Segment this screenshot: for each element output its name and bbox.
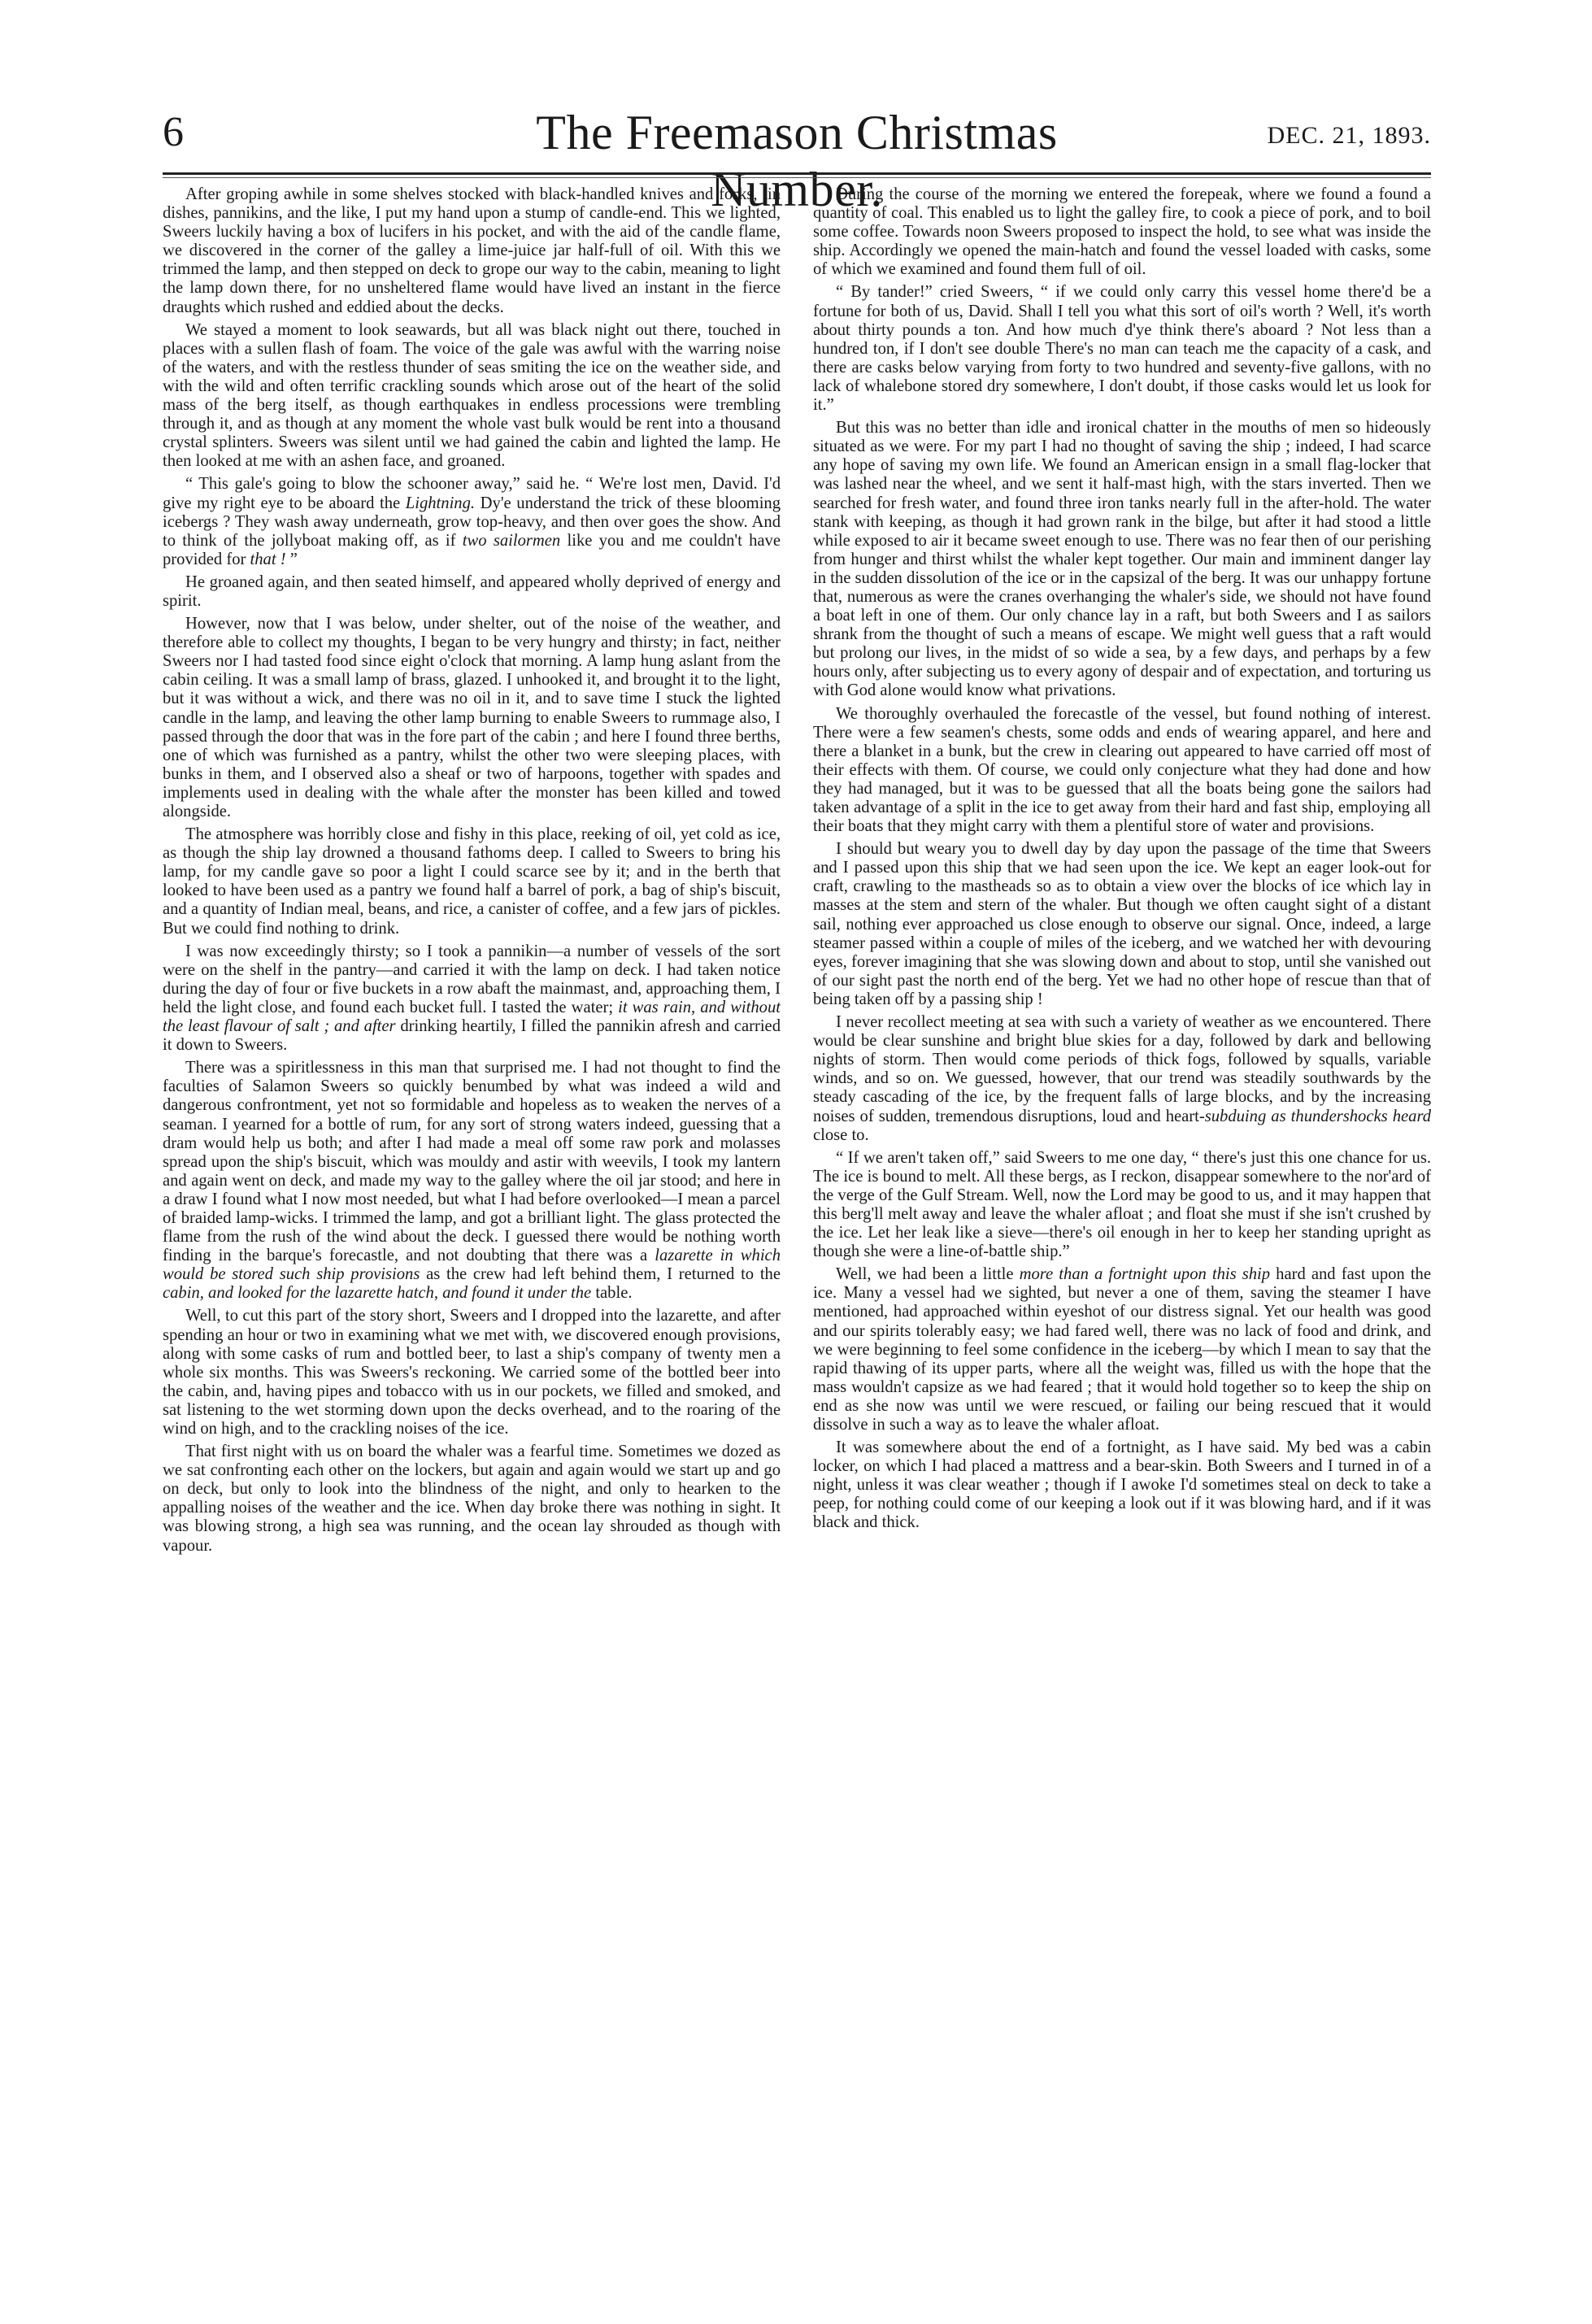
paragraph: We thoroughly overhauled the forecastle of the vessel, but found nothing of interest. There were a few seamen's chests, some odds and ends of wearing apparel, and here and there a blanket in a bunk, but the crew in clearing out appeared to have carried off most of their effects with them. Of course, we could only conjecture what they had done and how they had managed, but it was to be guessed that all the boats being gone the sailors had taken advantage of a split in the ice to get away from their hard and fast ship, employing all their boats that they might carry with them a plentiful store of water and provisions. [813,704,1431,836]
issue-date: DEC. 21, 1893. [1267,122,1431,149]
paragraph: “ This gale's going to blow the schooner away,” said he. “ We're lost men, David. I'd give my right eye to be aboard the Lightning. Dy'e understand the trick of these blooming icebergs ? They wash away underneath, grow top-heavy, and then over goes the show. And to think of the jollyboat making off, as if two sailormen like you and me couldn't have provided for that ! ” [163,475,781,568]
paragraph: There was a spiritlessness in this man that surprised me. I had not thought to find the faculties of Salamon Sweers so quickly benumbed by what was indeed a wild and dangerous confrontment, yet not so formidable and hopeless as to weaken the nerves of a seaman. I yearned for a bottle of rum, for any sort of strong waters indeed, guessing that a dram would help us both; and after I had made a meal off some raw pork and molasses spread upon the ship's biscuit, which was mouldy and astir with weevils, I took my lantern and again went on deck, and made my way to the galley where the oil jar stood; and here in a draw I found what I now most needed, but what I had before overlooked—I mean a parcel of braided lamp-wicks. I trimmed the lamp, and got a brilliant light. The glass protected the flame from the rush of the wind about the deck. I guessed there would be nothing worth finding in the barque's forecastle, and not doubting that there was a lazarette in which would be stored such ship provisions as the crew had left behind them, I returned to the cabin, and looked for the lazarette hatch, and found it under the table. [163,1059,781,1303]
paragraph: He groaned again, and then seated himself, and appeared wholly deprived of energy and spirit. [163,572,781,610]
paragraph: “ If we aren't taken off,” said Sweers to me one day, “ there's just this one chance for us. The ice is bound to melt. All these bergs, as I reckon, disappear somewhere to the nor'ard of the verge of the Gulf Stream. Well, now the Lord may be good to us, and it may happen that this berg'll melt away and leave the whaler afloat ; and float she must if she isn't crushed by the ice. Let her leak like a sieve—there's oil enough in her to keep her standing upright as though she were a line-of-battle ship.” [813,1148,1431,1261]
paragraph: After groping awhile in some shelves stocked with black-handled knives and forks, tin dishes, pannikins, and the like, I put my hand upon a stump of candle-end. This we lighted, Sweers luckily having a box of lucifers in his pocket, and with the aid of the candle flame, we discovered in the corner of the galley a lime-juice jar half-full of oil. With this we trimmed the lamp, and then stepped on deck to grope our way to the cabin, meaning to light the lamp down there, for no unsheltered flame would have lived an instant in the fierce draughts which rushed and eddied about the decks. [163,185,781,316]
paragraph: “ By tander!” cried Sweers, “ if we could only carry this vessel home there'd be a fortune for both of us, David. Shall I tell you what this sort of oil's worth ? Well, it's worth about thirty pounds a ton. And how much d'ye think there's aboard ? Not less than a hundred ton, if I don't see double There's no man can teach me the capacity of a cask, and there are casks below varying from forty to two hundred and seventy-five gallons, with no lack of whalebone stored dry somewhere, I don't doubt, if those casks would let us look for it.” [813,283,1431,415]
masthead [163,104,1431,216]
header-rule-thin [163,177,1431,178]
paragraph: However, now that I was below, under shelter, out of the noise of the weather, and therefore able to collect my thoughts, I began to be very hungry and thirsty; in fact, neither Sweers nor I had tasted food since eight o'clock that morning. A lamp hung aslant from the cabin ceiling. It was a small lamp of brass, glazed. I unhooked it, and brought it to the light, but it was without a wick, and there was no oil in it, and to save time I stuck the lighted candle in the lamp, and leaving the other lamp burning to enable Sweers to rummage also, I passed through the door that was in the fore part of the cabin ; and here I found three berths, one of which was furnished as a pantry, whilst the other two were sleeping places, with bunks in them, and I observed also a sheaf or two of harpoons, together with spades and implements used in dealing with the whale after the monster has been killed and towed alongside. [163,615,781,820]
left-column [163,185,781,1560]
paragraph: The atmosphere was horribly close and fishy in this place, reeking of oil, yet cold as ice, as though the ship lay drowned a thousand fathoms deep. I called to Sweers to bring his lamp, for my candle gave so poor a light I could scarce see by it; and in the berth that looked to have been used as a pantry we found half a barrel of pork, a bag of ship's biscuit, and a quantity of Indian meal, beans, and rice, a canister of coffee, and a few jars of pickles. But we could find nothing to drink. [163,825,781,938]
paragraph: Well, we had been a little more than a fortnight upon this ship hard and fast upon the ice. Many a vessel had we sighted, but never a one of them, saving the steamer I have mentioned, had approached within eyeshot of our distress signal. Yet our health was good and our spirits tolerably easy; we had fared well, there was no lack of food and drink, and we were beginning to feel some confidence in the iceberg—by which I mean to say that the rapid thawing of its upper parts, where all the weight was, filled us with the hope that the mass wouldn't capsize as we had feared ; that it would hold together so to keep the ship on end as she now was until we were rescued, or failing our being rescued that it would dissolve in such a way as to leave the whaler afloat. [813,1265,1431,1434]
paragraph: That first night with us on board the whaler was a fearful time. Sometimes we dozed as we sat confronting each other on the lockers, but again and again would we start up and go on deck, but only to look into the blindness of the night, and only to hearken to the appalling noises of the weather and the ice. When day broke there was nothing in sight. It was blowing strong, a high sea was running, and the ocean lay shrouded as though with vapour. [163,1443,781,1555]
paragraph: It was somewhere about the end of a fortnight, as I have said. My bed was a cabin locker, on which I had placed a mattress and a bear-skin. Both Sweers and I turned in of a night, unless it was clear weather ; though if I awoke I'd sometimes steal on deck to take a peep, for nothing could come of our keeping a look out if it was blowing hard, and if it was black and thick. [813,1438,1431,1532]
header-rule [163,172,1431,175]
paragraph: We stayed a moment to look seawards, but all was black night out there, touched in places with a sullen flash of foam. The voice of the gale was awful with the warring noise of the waters, and with the restless thunder of seas smiting the ice on the weather side, and with the wild and often terrific crackling sounds which arose out of the heart of the solid mass of the berg itself, as though earthquakes in endless processions were trembling through it, and as though at any moment the whole vast bulk would be rent into a thousand crystal splinters. Sweers was silent until we had gained the cabin and lighted the lamp. He then looked at me with an ashen face, and groaned. [163,320,781,471]
right-column [813,185,1431,1537]
paragraph: I was now exceedingly thirsty; so I took a pannikin—a number of vessels of the sort were on the shelf in the pantry—and carried it with the lamp on deck. I had taken notice during the day of four or five buckets in a row abaft the mainmast, and, approaching them, I held the light close, and found each bucket full. I tasted the water; it was rain, and without the least flavour of salt ; and after drinking heartily, I filled the pannikin afresh and carried it down to Sweers. [163,942,781,1055]
paragraph: I should but weary you to dwell day by day upon the passage of the time that Sweers and I passed upon this ship that we had seen upon the ice. We kept an eager look-out for craft, crawling to the mastheads so as to obtain a view over the blocks of ice which lay in masses at the stem and stern of the whaler. But though we often caught sight of a distant sail, nothing ever approached us close enough to observe our signal. Once, indeed, a large steamer passed within a couple of miles of the iceberg, and we watched her with devouring eyes, forever imagining that she was slowing down and about to stop, until she vanished out of our sight past the north end of the berg. Yet we had no other hope of rescue than that of being taken off by a passing ship ! [813,840,1431,1008]
paragraph: Well, to cut this part of the story short, Sweers and I dropped into the lazarette, and after spending an hour or two in examining what we met with, we discovered enough provisions, along with some casks of rum and bottled beer, to last a ship's company of twenty men a whole six months. This was Sweers's reckoning. We carried some of the bottled beer into the cabin, and, having pipes and tobacco with us in our pockets, we filled and smoked, and sat listening to the wet storming down upon the decks overhead, and to the roaring of the wind on high, and to the crackling noises of the ice. [163,1307,781,1438]
publication-title: The Freemason Christmas Number. [536,106,1058,216]
paragraph: I never recollect meeting at sea with such a variety of weather as we encountered. There would be clear sunshine and bright blue skies for a day, followed by dark and bellowing nights of storm. Then would come periods of thick fogs, followed by squalls, variable winds, and so on. We guessed, however, that our trend was steadily southwards by the steady cascading of the ice, by the frequent falls of large blocks, and by the increasing noises of sudden, tremendous disruptions, loud and heart-subduing as thundershocks heard close to. [813,1013,1431,1144]
page-number: 6 [163,109,184,155]
paragraph: During the course of the morning we entered the forepeak, where we found a found a quantity of coal. This enabled us to light the galley fire, to cook a piece of pork, and to boil some coffee. Towards noon Sweers proposed to inspect the hold, to see what was inside the ship. Accordingly we opened the main-hatch and found the vessel loaded with casks, some of which we examined and found them full of oil. [813,185,1431,279]
paragraph: But this was no better than idle and ironical chatter in the mouths of men so hideously situated as we were. For my part I had no thought of saving the ship ; indeed, I had scarce any hope of saving my own life. We found an American ensign in a small flag-locker that was lashed near the wheel, and we sent it half-mast high, with the stars inverted. Then we searched for fresh water, and found three iron tanks nearly full in the after-hold. The water stank with keeping, as though it had grown rank in the bilge, but after it had stood a little while exposed to air it became sweet enough to use. There was no fear then of our perishing from hunger and thirst whilst the whaler kept together. Our main and imminent danger lay in the sudden dissolution of the ice or in the capsizal of the berg. It was our unhappy fortune that, numerous as were the cranes overhanging the whaler's side, we should not have found a boat left in one of them. Our only chance lay in a raft, but both Sweers and I as sailors shrank from the thought of such a means of escape. We might well guess that a raft would but prolong our lives, in the midst of so wide a sea, by a few days, and perhaps by a few hours only, after subjecting us to every agony of despair and of expectation, and torturing us with God alone would know what privations. [813,419,1431,700]
